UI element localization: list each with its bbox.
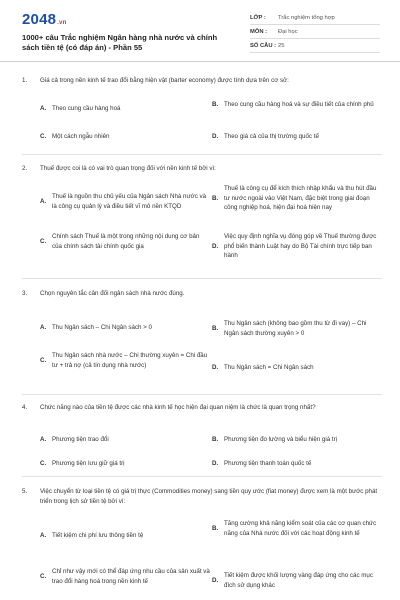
question-stem: [22, 403, 382, 413]
document-meta: [250, 11, 380, 53]
option-letter: B.: [212, 101, 219, 108]
option-letter: C.: [40, 237, 47, 245]
option-b[interactable]: [212, 184, 382, 213]
option-b[interactable]: [212, 319, 382, 338]
question-stem: [22, 289, 382, 299]
option-d[interactable]: [212, 232, 382, 261]
option-a[interactable]: [40, 192, 210, 211]
option-text: Tăng cường khả năng kiểm soát của các cơ quan chức năng của Nhà nước đối với các hoạt động kinh tế: [224, 520, 377, 537]
question-number: 1.: [22, 77, 28, 84]
option-letter: A.: [40, 105, 47, 112]
option-letter: B.: [212, 524, 219, 532]
option-c[interactable]: [40, 132, 210, 142]
question-stem: [22, 76, 382, 86]
option-letter: C.: [40, 133, 47, 140]
option-letter: B.: [212, 324, 219, 332]
option-d[interactable]: [212, 571, 382, 590]
option-text: Việc quy định nghĩa vụ đóng góp về Thuế thường được phổ biến thành Luật hay do Bộ Tài chính trực tiếp ban hành: [224, 233, 377, 260]
option-text: Thu Ngân sách nhà nước – Chi thường xuyên = Chi đầu tư + trả nợ (cả tín dụng nhà nước): [52, 352, 208, 369]
option-text: Tiết kiệm được khối lượng vàng đáp ứng cho các mục đích sử dụng khác: [224, 572, 373, 589]
question-divider: [22, 278, 382, 279]
option-a[interactable]: [40, 435, 210, 445]
meta-value: Trắc nghiệm tổng hợp: [278, 14, 335, 21]
option-text: Thu Ngân sách (không bao gồm thu từ đi vay) – Chi Ngân sách thường xuyên > 0: [224, 320, 367, 337]
option-letter: A.: [40, 436, 47, 443]
option-b[interactable]: [212, 519, 382, 538]
option-letter: D.: [212, 242, 219, 250]
option-letter: D.: [212, 576, 219, 584]
option-letter: A.: [40, 197, 47, 205]
option-c[interactable]: [40, 459, 210, 469]
option-text: Phương tiện đo lường và biểu hiện giá trị: [224, 436, 338, 443]
option-text: Một cách ngẫu nhiên: [52, 133, 110, 140]
option-text: Phương tiện trao đổi: [52, 436, 109, 443]
option-letter: D.: [212, 364, 219, 371]
option-b[interactable]: [212, 100, 382, 110]
option-text: Theo cung cầu hàng hoá và sự điều tiết của chính phủ: [224, 101, 374, 108]
meta-value: 25: [278, 42, 285, 49]
option-letter: B.: [212, 436, 219, 443]
question-stem: [22, 487, 382, 506]
option-d[interactable]: [212, 459, 382, 469]
logo-suffix: .vn: [57, 20, 67, 26]
option-letter: D.: [212, 133, 219, 140]
question-2: [22, 164, 382, 260]
option-text: Tiết kiệm chi phí lưu thông tiền tệ: [52, 532, 144, 539]
option-a[interactable]: [40, 323, 210, 333]
question-text: Giá cả trong nền kinh tế trao đổi bằng hiện vật (barter economy) được tính dựa trên cơ sở:: [40, 77, 289, 84]
question-divider: [22, 154, 382, 155]
option-letter: C.: [40, 356, 47, 364]
question-3: [22, 289, 382, 371]
option-letter: C.: [40, 572, 47, 580]
option-text: Thuế là công cụ để kích thích nhập khẩu và thu hút đầu tư nước ngoài vào Việt Nam, đặc biệt trong giai đoạn công nghiệp hoá, hiện đại hoá hiện nay: [224, 185, 377, 212]
meta-class-row: [250, 11, 380, 25]
option-c[interactable]: [40, 232, 210, 251]
site-logo[interactable]: [22, 11, 66, 28]
option-letter: C.: [40, 460, 47, 467]
question-4: [22, 403, 382, 467]
option-d[interactable]: [212, 132, 382, 142]
option-text: Phương tiện thanh toán quốc tế: [224, 460, 312, 467]
meta-key: MÔN :: [250, 28, 268, 35]
meta-count-row: [250, 39, 380, 53]
option-c[interactable]: [40, 351, 210, 370]
question-number: 5.: [22, 488, 28, 495]
option-text: Theo cung cầu hàng hoá: [52, 105, 121, 112]
option-a[interactable]: [40, 531, 210, 541]
option-text: Chỉ như vậy mới có thể đáp ứng nhu cầu của sản xuất và trao đổi hàng hoá trong nền kinh tế: [52, 568, 210, 585]
page-header: [0, 0, 400, 62]
question-divider: [22, 476, 382, 477]
question-number: 4.: [22, 404, 28, 411]
option-d[interactable]: [212, 363, 382, 373]
question-5: [22, 487, 382, 589]
option-b[interactable]: [212, 435, 382, 445]
option-text: Thu Ngân sách = Chi Ngân sách: [224, 364, 314, 371]
meta-key: SỐ CÂU :: [250, 42, 277, 49]
question-text: Việc chuyển từ loại tiền tệ có giá trị thực (Commodities money) sang tiền quy ước (fiat money) được xem là một bước phát triển trong lịch sử tiền tệ bởi vì:: [40, 488, 378, 505]
question-number: 2.: [22, 165, 28, 172]
option-text: Thuế là nguồn thu chủ yếu của Ngân sách Nhà nước và là công cụ quản lý và điều tiết vĩ mô nền KTQD: [52, 193, 207, 210]
question-text: Thuế được coi là có vai trò quan trọng đối với nền kinh tế bởi vì:: [40, 165, 216, 172]
question-number: 3.: [22, 290, 28, 297]
meta-key: LỚP :: [250, 14, 266, 21]
option-letter: A.: [40, 324, 47, 331]
option-text: Thu Ngân sách – Chi Ngân sách > 0: [52, 324, 152, 331]
option-letter: B.: [212, 194, 219, 202]
option-text: Theo giá cả của thị trường quốc tế: [224, 133, 319, 140]
question-stem: [22, 164, 382, 174]
question-text: Chọn nguyên tắc cân đối ngân sách nhà nước đúng.: [40, 290, 185, 297]
logo-text: 2048: [22, 11, 57, 28]
document-title: 1000+ câu Trắc nghiệm Ngân hàng nhà nước và chính sách tiền tệ (có đáp án) - Phần 55: [22, 33, 218, 52]
question-1: [22, 76, 382, 140]
option-letter: D.: [212, 460, 219, 467]
option-a[interactable]: [40, 104, 210, 114]
meta-subject-row: [250, 25, 380, 39]
option-c[interactable]: [40, 567, 210, 586]
option-text: Chính sách Thuế là một trong những nội dung cơ bản của chính sách tài chính quốc gia: [52, 233, 200, 250]
question-text: Chức năng nào của tiền tệ được các nhà kinh tế học hiện đại quan niệm là chức là quan trọng nhất?: [40, 404, 316, 411]
option-text: Phương tiện lưu giữ giá trị: [52, 460, 125, 467]
question-divider: [22, 394, 382, 395]
option-letter: A.: [40, 532, 47, 539]
meta-value: Đại học: [278, 28, 298, 35]
